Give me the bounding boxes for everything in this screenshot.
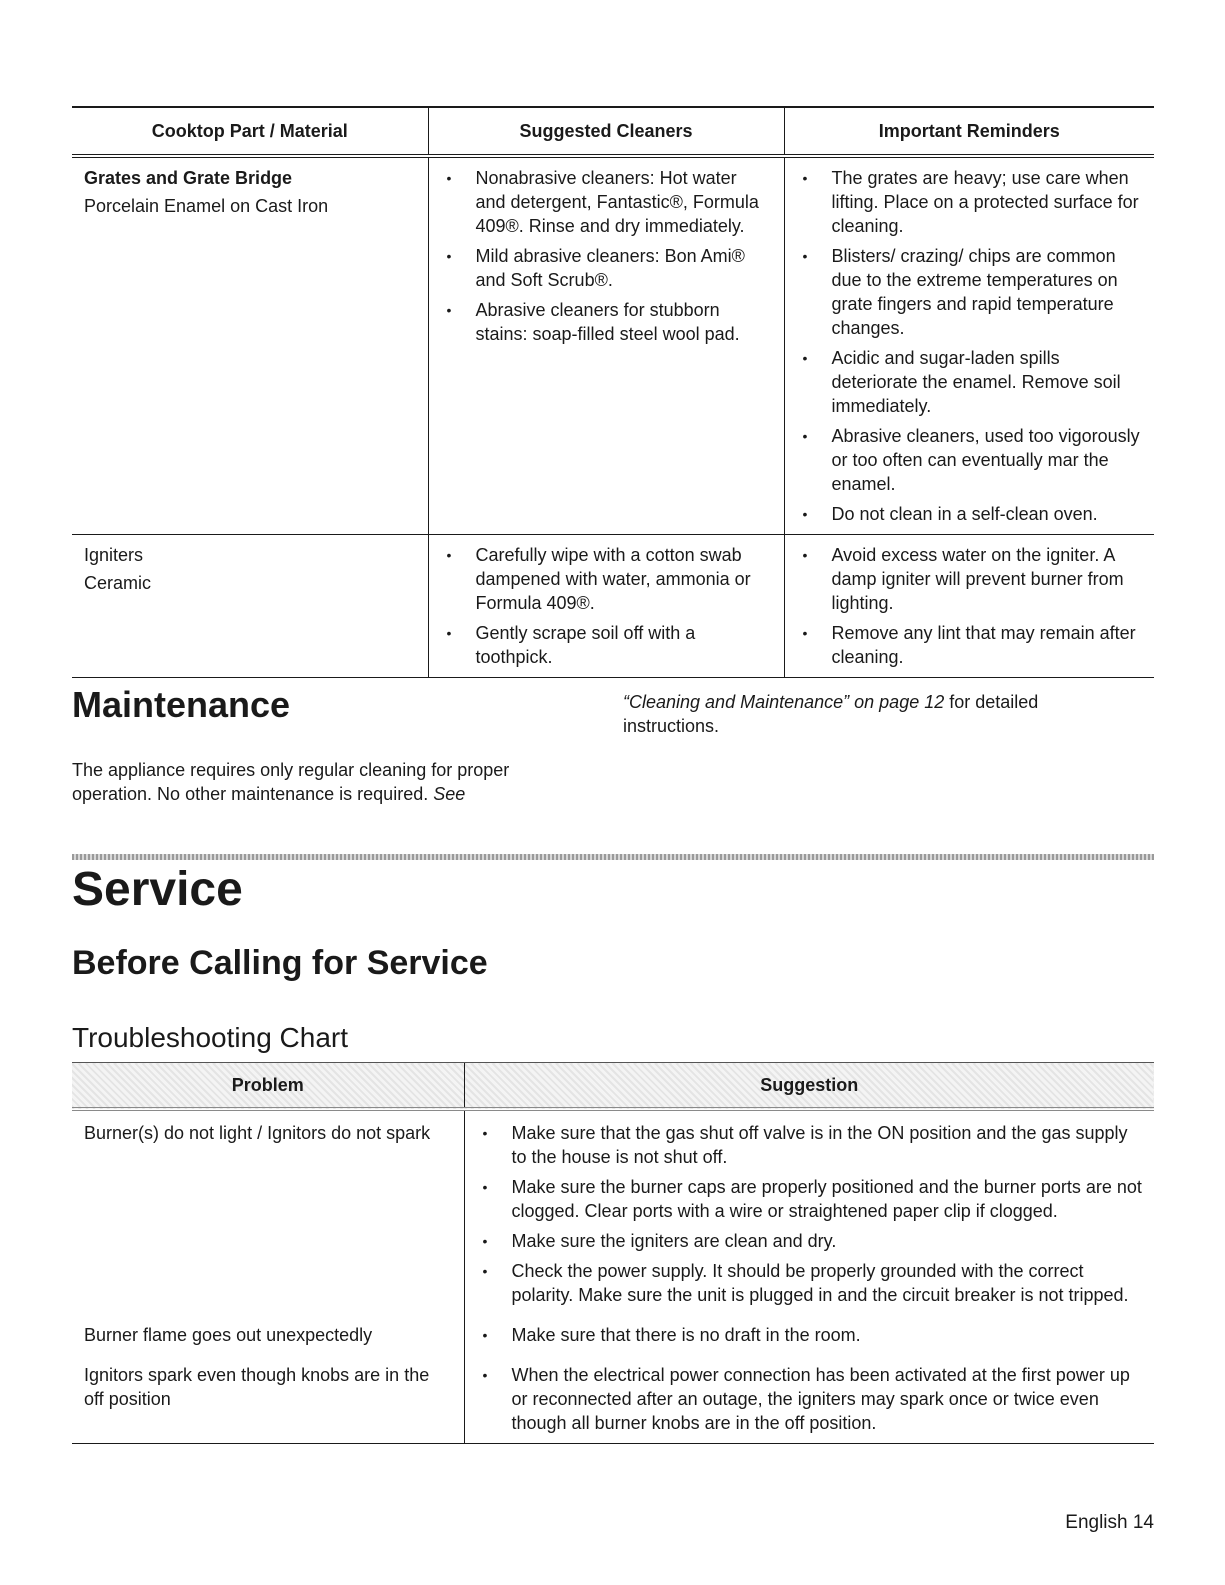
troubleshooting-table	[72, 1062, 1154, 1444]
bullet-item: • Do not clean in a self-clean oven.	[797, 502, 1143, 526]
bullet-item: • Remove any lint that may remain after cleaning.	[797, 621, 1143, 669]
problem-cell: Burner(s) do not light / Ignitors do not spark	[84, 1123, 431, 1143]
bullet-item: • Make sure that there is no draft in the room.	[477, 1323, 1143, 1347]
table-row	[72, 156, 1154, 535]
before-calling-heading: Before Calling for Service	[72, 944, 488, 982]
maintenance-body	[72, 758, 582, 806]
suggestion-list	[477, 1363, 1143, 1435]
service-heading: Service	[72, 863, 243, 916]
bullet-item: • Avoid excess water on the igniter. A damp igniter will prevent burner from lighting.	[797, 543, 1143, 615]
table-row	[72, 535, 1154, 678]
cleaning-maintenance-link[interactable]: “Cleaning and Maintenance” on page 12	[623, 692, 945, 712]
bullet-item: • Gently scrape soil off with a toothpick.	[441, 621, 772, 669]
column-header-cleaners: Suggested Cleaners	[428, 107, 784, 156]
suggestion-list	[477, 1323, 1143, 1347]
cleaning-table-body	[72, 156, 1154, 678]
bullet-item: • When the electrical power connection has been activated at the first power up or reconnected after an outage, the igniters may spark once or twice even though all burner knobs are in the off position.	[477, 1363, 1143, 1435]
part-material: Porcelain Enamel on Cast Iron	[84, 196, 329, 216]
table-row	[72, 1315, 1154, 1355]
suggestion-cell	[464, 1315, 1154, 1355]
reminders-list	[797, 543, 1143, 669]
section-divider	[72, 854, 1154, 860]
reminders-cell	[784, 535, 1154, 678]
maintenance-text: The appliance requires only regular cleaning for proper operation. No other maintenance is required.	[72, 760, 510, 804]
bullet-item: • Acidic and sugar-laden spills deteriorate the enamel. Remove soil immediately.	[797, 346, 1143, 418]
bullet-item: • The grates are heavy; use care when lifting. Place on a protected surface for cleaning.	[797, 166, 1143, 238]
part-cell	[72, 156, 428, 535]
cleaners-cell	[428, 535, 784, 678]
maintenance-heading: Maintenance	[72, 684, 291, 725]
cleaners-list	[441, 543, 772, 669]
column-header-suggestion: Suggestion	[464, 1063, 1154, 1110]
bullet-item: • Make sure the burner caps are properly positioned and the burner ports are not clogged. Clear ports with a wire or straightened paper clip if clogged.	[477, 1175, 1143, 1223]
bullet-item: • Abrasive cleaners for stubborn stains: soap-filled steel wool pad.	[441, 298, 772, 346]
column-header-part: Cooktop Part / Material	[72, 107, 428, 156]
reminders-cell	[784, 156, 1154, 535]
bullet-item: • Carefully wipe with a cotton swab dampened with water, ammonia or Formula 409®.	[441, 543, 772, 615]
table-row	[72, 1355, 1154, 1444]
cleaners-cell	[428, 156, 784, 535]
bullet-item: • Blisters/ crazing/ chips are common due to the extreme temperatures on grate fingers and rapid temperature changes.	[797, 244, 1143, 340]
bullet-item: • Make sure the igniters are clean and dry.	[477, 1229, 1143, 1253]
troubleshooting-chart-heading: Troubleshooting Chart	[72, 1022, 349, 1053]
maintenance-see: See	[433, 784, 466, 804]
table-row	[72, 1109, 1154, 1315]
cleaning-table	[72, 106, 1154, 678]
page-number: English 14	[1065, 1512, 1154, 1533]
column-header-problem: Problem	[72, 1063, 464, 1110]
bullet-item: • Check the power supply. It should be properly grounded with the correct polarity. Make sure the unit is plugged in and the circuit breaker is not tripped.	[477, 1259, 1143, 1307]
bullet-item: • Mild abrasive cleaners: Bon Ami® and Soft Scrub®.	[441, 244, 772, 292]
reference-rest: for detailed instructions.	[623, 692, 1039, 736]
suggestion-cell	[464, 1109, 1154, 1315]
part-cell	[72, 535, 428, 678]
part-name: Grates and Grate Bridge	[84, 168, 293, 188]
column-header-reminders: Important Reminders	[784, 107, 1154, 156]
part-name: Igniters	[84, 545, 144, 565]
troubleshooting-table-body	[72, 1109, 1154, 1444]
part-material: Ceramic	[84, 573, 152, 593]
cleaning-table-header	[72, 107, 1154, 156]
bullet-item: • Make sure that the gas shut off valve is in the ON position and the gas supply to the house is not shut off.	[477, 1121, 1143, 1169]
suggestion-list	[477, 1121, 1143, 1307]
manual-page	[72, 0, 1154, 1585]
suggestion-cell	[464, 1355, 1154, 1444]
problem-cell: Burner flame goes out unexpectedly	[84, 1325, 373, 1345]
reminders-list	[797, 166, 1143, 526]
cleaners-list	[441, 166, 772, 346]
bullet-item: • Abrasive cleaners, used too vigorously or too often can eventually mar the enamel.	[797, 424, 1143, 496]
bullet-item: • Nonabrasive cleaners: Hot water and detergent, Fantastic®, Formula 409®. Rinse and dry immediately.	[441, 166, 772, 238]
maintenance-reference	[623, 690, 1123, 738]
troubleshooting-table-header	[72, 1063, 1154, 1110]
problem-cell: Ignitors spark even though knobs are in the off position	[84, 1365, 430, 1409]
